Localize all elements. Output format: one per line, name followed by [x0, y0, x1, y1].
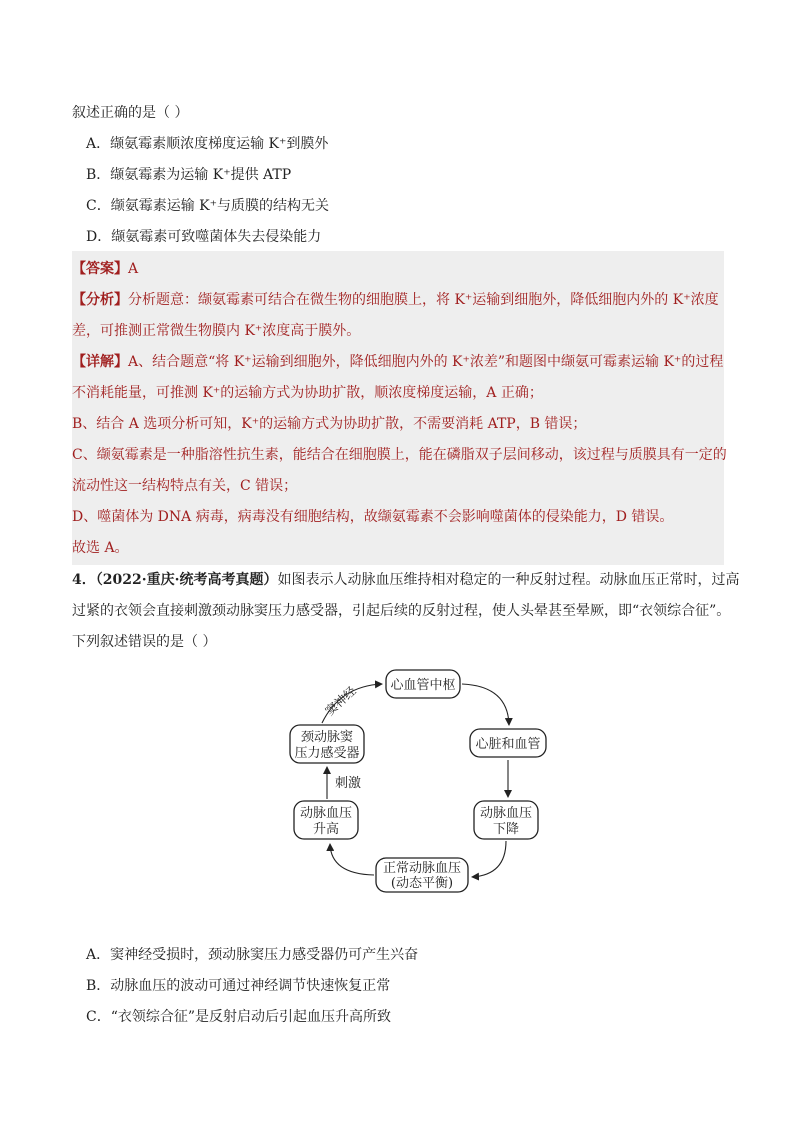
label-stimulus: 刺激: [335, 776, 362, 791]
conclusion-line: 故选 A。: [72, 540, 129, 556]
detail-tag: 【详解】: [72, 354, 128, 370]
q4-number: 4．（2022·重庆·统考高考真题）: [72, 572, 278, 588]
answer-tag: 【答案】: [72, 261, 128, 277]
q4-option-c: C．“衣领综合征”是反射启动后引起血压升高所致: [86, 1009, 392, 1025]
q4-stem-line-3: 下列叙述错误的是（ ）: [72, 634, 217, 650]
node-pressure-down-label-2: 下降: [492, 822, 520, 837]
detail-line-3: B、结合 A 选项分析可知，K⁺的运输方式为协助扩散，不需要消耗 ATP，B 错误；: [72, 416, 587, 432]
answer-value: A: [128, 261, 139, 277]
analysis-tag: 【分析】: [72, 292, 128, 308]
node-cardio-center-label: 心血管中枢: [390, 678, 456, 693]
detail-line-4: C、缬氨霉素是一种脂溶性抗生素，能结合在细胞膜上，能在磷脂双子层间移动，该过程与质膜具有一定的: [72, 447, 727, 463]
detail-text-1: A、结合题意“将 K⁺运输到细胞外，降低细胞内外的 K⁺浓差”和题图中缬氨可霉素运输 K⁺的过程: [128, 354, 724, 370]
q4-stem-text-1: 如图表示人动脉血压维持相对稳定的一种反射过程。动脉血压正常时，过高: [277, 572, 740, 588]
q3-stem-tail: 叙述正确的是（ ）: [72, 105, 189, 121]
arrow-down-to-normal: [472, 841, 506, 877]
q3-option-d: D．缬氨霉素可致噬菌体失去侵染能力: [86, 229, 322, 245]
q3-option-a: A．缬氨霉素顺浓度梯度运输 K⁺到膜外: [86, 136, 329, 152]
detail-line-5: 流动性这一结构特点有关，C 错误；: [72, 478, 298, 494]
node-carotid-receptor-label-1: 颈动脉窦: [300, 730, 354, 745]
analysis-text-1: 分析题意：缬氨霉素可结合在微生物的细胞膜上，将 K⁺运输到细胞外，降低细胞内外的 K⁺浓度: [128, 292, 719, 308]
detail-line-6: D、噬菌体为 DNA 病毒，病毒没有细胞结构，故缬氨霉素不会影响噬菌体的侵染能力，D 错误。: [72, 509, 674, 525]
q3-option-b: B．缬氨霉素为运输 K⁺提供 ATP: [86, 167, 292, 183]
label-sinus-nerve: 窦神经: [322, 683, 359, 719]
q4-option-a: A．窦神经受损时，颈动脉窦压力感受器仍可产生兴奋: [86, 947, 419, 963]
arrow-normal-to-up: [330, 844, 374, 875]
q4-stem-line-2: 过紧的衣领会直接刺激颈动脉窦压力感受器，引起后续的反射过程，使人头晕甚至晕厥，即“衣领综合征”。: [72, 603, 731, 619]
node-carotid-receptor-label-2: 压力感受器: [294, 746, 360, 761]
node-pressure-down-label-1: 动脉血压: [479, 806, 533, 821]
node-heart-vessels-label: 心脏和血管: [475, 737, 541, 752]
q3-option-c: C．缬氨霉素运输 K⁺与质膜的结构无关: [86, 198, 330, 214]
q4-option-b: B．动脉血压的波动可通过神经调节快速恢复正常: [86, 978, 391, 994]
node-normal-pressure-label-1: 正常动脉血压: [382, 861, 462, 876]
node-pressure-up-label-2: 升高: [312, 822, 340, 837]
node-pressure-up-label-1: 动脉血压: [299, 806, 353, 821]
node-normal-pressure-label-2: (动态平衡): [390, 876, 454, 891]
arrow-center-to-heart: [462, 684, 509, 725]
detail-line-2: 不消耗能量，可推测 K⁺的运输方式为协助扩散，顺浓度梯度运输，A 正确；: [72, 385, 543, 401]
analysis-line-2: 差，可推测正常微生物膜内 K⁺浓度高于膜外。: [72, 323, 361, 339]
